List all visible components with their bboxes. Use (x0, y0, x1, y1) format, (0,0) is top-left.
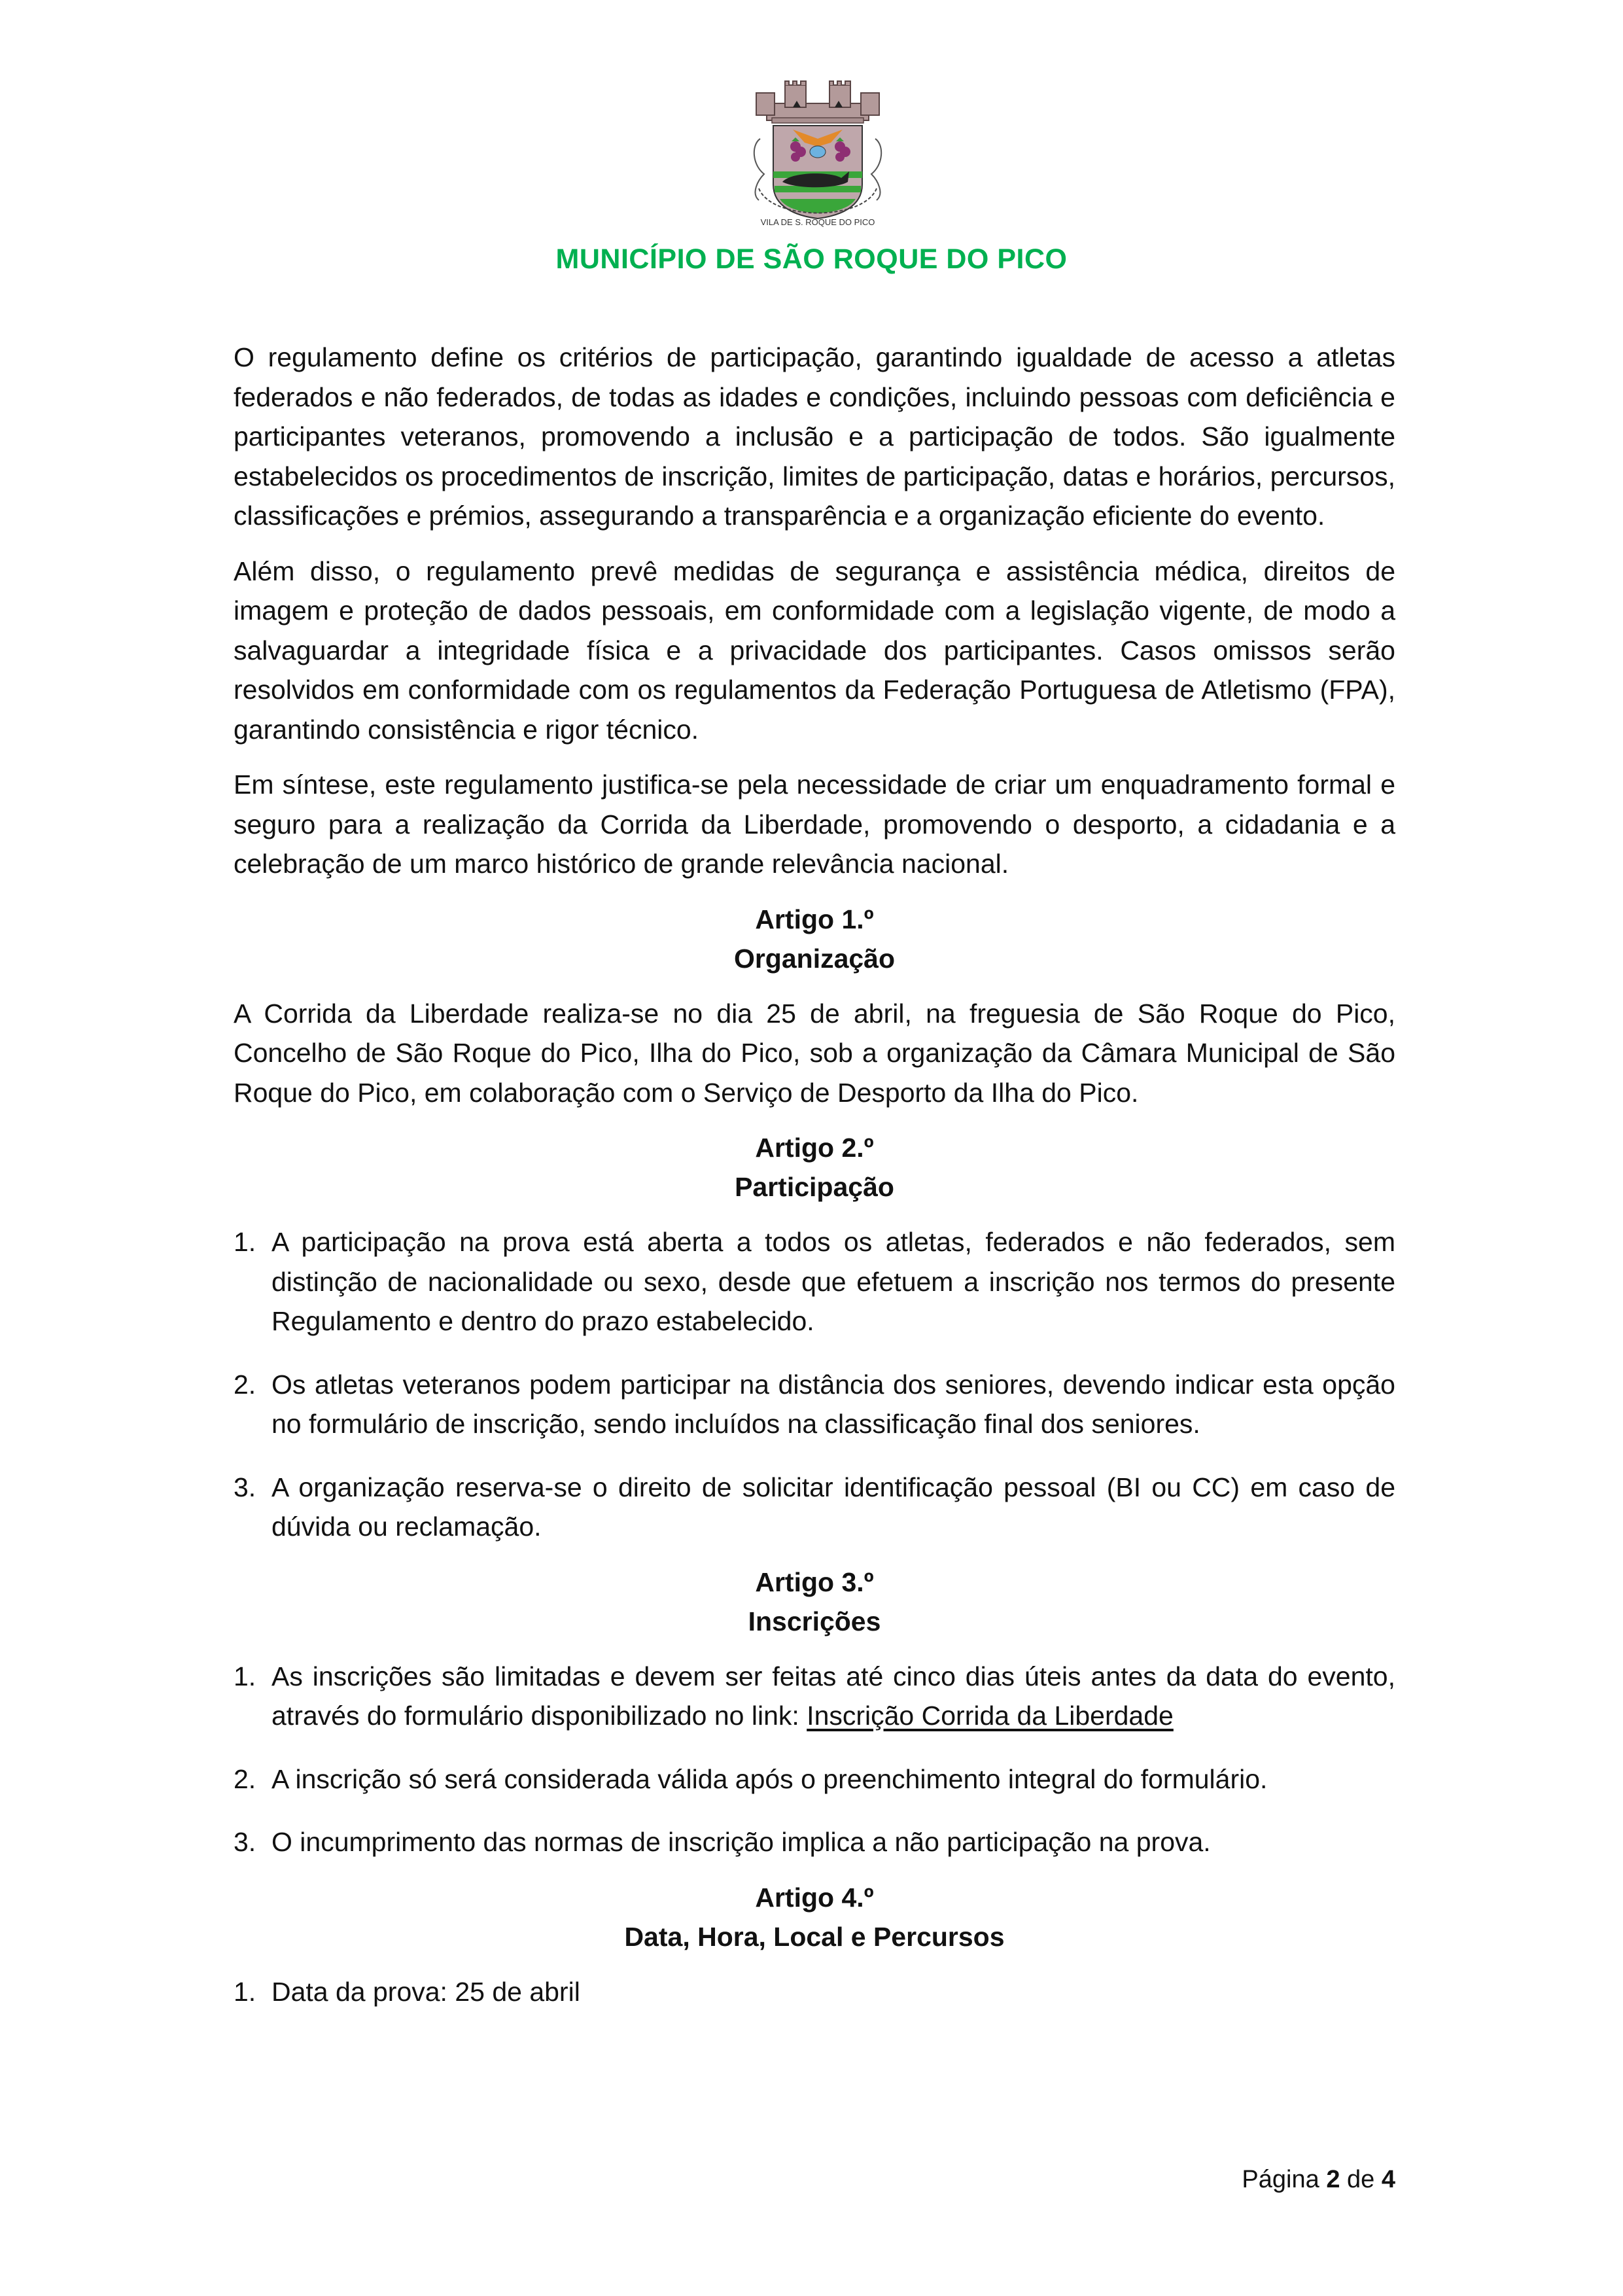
municipality-title: MUNICÍPIO DE SÃO ROQUE DO PICO (555, 243, 1068, 275)
list-item-text: Data da prova: 25 de abril (271, 1976, 580, 2007)
article-number: Artigo 3.º (755, 1566, 874, 1597)
list-item (234, 1972, 1395, 2012)
intro-paragraph-1: O regulamento define os critérios de participação, garantindo igualdade de acesso a atletas federados e não federados, de todas as idades e condições, incluindo pessoas com deficiência e participantes veteranos, promovendo a inclusão e a participação de todos. São igualmente estabelecidos os procedimentos de inscrição, limites de participação, datas e horários, percursos, classificações e prémios, assegurando a transparência e a organização eficiente do evento. (234, 342, 1395, 531)
list-item (234, 1657, 1395, 1736)
article-3-list (234, 1657, 1395, 1862)
article-4-heading (234, 1878, 1395, 1956)
article-title: Organização (733, 943, 896, 974)
list-item (234, 1759, 1395, 1799)
list-item-number: 3. (234, 1472, 256, 1502)
crest-motto: VILA DE S. ROQUE DO PICO (760, 217, 875, 227)
article-1-heading (234, 900, 1395, 978)
list-item-number: 1. (234, 1227, 256, 1257)
list-item-text: Os atletas veteranos podem participar na distância dos seniores, devendo indicar esta opção no formulário de inscrição, sendo incluídos na classificação final dos seniores. (271, 1369, 1395, 1439)
list-item-number: 1. (234, 1976, 256, 2007)
article-title: Participação (735, 1172, 894, 1202)
intro-paragraph-2: Além disso, o regulamento prevê medidas de segurança e assistência médica, direitos de imagem e proteção de dados pessoais, em conformidade com a legislação vigente, de modo a salvaguardar a integridade física e a privacidade dos participantes. Casos omissos serão resolvidos em conformidade com os regulamentos da Federação Portuguesa de Atletismo (FPA), garantindo consistência e rigor técnico. (234, 556, 1395, 745)
list-item-number: 2. (234, 1763, 256, 1794)
list-item (234, 1468, 1395, 1547)
document-body (234, 338, 1395, 2035)
list-item (234, 1222, 1395, 1341)
of-label: de (1347, 2166, 1375, 2193)
article-title: Inscrições (748, 1606, 881, 1636)
list-item-text: As inscrições são limitadas e devem ser feitas até cinco dias úteis antes da data do evento, através do formulário disponibilizado no link: (271, 1661, 1395, 1731)
page-number-footer (1242, 2166, 1395, 2194)
list-item (234, 1365, 1395, 1444)
list-item (234, 1822, 1395, 1862)
list-item-text: A organização reserva-se o direito de solicitar identificação pessoal (BI ou CC) em caso de dúvida ou reclamação. (271, 1472, 1395, 1542)
list-item-text: O incumprimento das normas de inscrição implica a não participação na prova. (271, 1827, 1211, 1857)
article-number: Artigo 1.º (755, 904, 874, 934)
article-number: Artigo 4.º (755, 1882, 874, 1913)
registration-form-link[interactable]: Inscrição Corrida da Liberdade (807, 1701, 1174, 1731)
list-item-number: 1. (234, 1661, 256, 1691)
shield-icon (773, 126, 862, 219)
intro-paragraph-3: Em síntese, este regulamento justifica-se pela necessidade de criar um enquadramento formal e seguro para a realização da Corrida da Liberdade, promovendo o desporto, a cidadania e a celebração de um marco histórico de grande relevância nacional. (234, 769, 1395, 879)
page-label: Página (1242, 2166, 1319, 2193)
list-item-text: A participação na prova está aberta a todos os atletas, federados e não federados, sem distinção de nacionalidade ou sexo, desde que efetuem a inscrição nos termos do presente Regulamento e dentro do prazo estabelecido. (271, 1227, 1395, 1336)
mural-crown-icon (756, 81, 879, 123)
list-item-number: 3. (234, 1827, 256, 1857)
municipal-crest-logo (733, 73, 903, 228)
article-3-heading (234, 1563, 1395, 1641)
article-number: Artigo 2.º (755, 1133, 874, 1163)
list-item-text: A inscrição só será considerada válida após o preenchimento integral do formulário. (271, 1763, 1268, 1794)
article-title: Data, Hora, Local e Percursos (624, 1921, 1005, 1952)
current-page: 2 (1326, 2166, 1340, 2193)
list-item-number: 2. (234, 1369, 256, 1400)
article-2-heading (234, 1128, 1395, 1207)
article-2-list (234, 1222, 1395, 1547)
article-4-list (234, 1972, 1395, 2012)
article-1-body: A Corrida da Liberdade realiza-se no dia 25 de abril, na freguesia de São Roque do Pico, Concelho de São Roque do Pico, Ilha do Pico, sob a organização da Câmara Municipal de São Roque do Pico, em colaboração com o Serviço de Desporto da Ilha do Pico. (234, 998, 1395, 1108)
total-pages: 4 (1381, 2166, 1395, 2193)
